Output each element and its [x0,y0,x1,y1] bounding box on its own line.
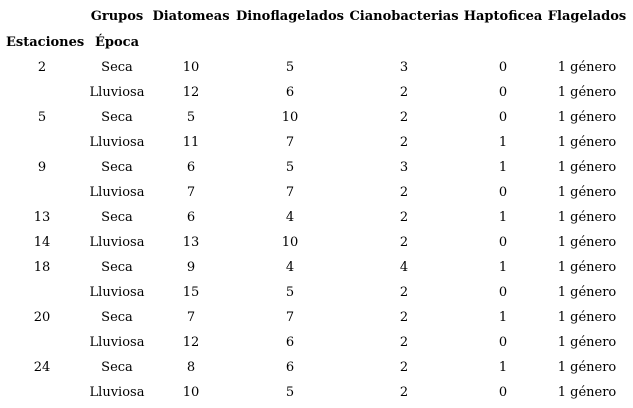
cell-cianobacterias: 2 [399,360,409,375]
cell-cianobacterias: 2 [399,85,409,100]
cell-flagelados: 1 género [557,85,617,100]
cell-estacion: 5 [37,110,47,125]
cell-flagelados: 1 género [557,360,617,375]
header-estaciones: Estaciones [6,35,85,50]
cell-cianobacterias: 3 [399,60,409,75]
cell-cianobacterias: 2 [399,135,409,150]
cell-dinoflagelados: 5 [285,385,295,400]
cell-haptoficea: 1 [498,310,508,325]
cell-dinoflagelados: 7 [285,310,295,325]
cell-flagelados: 1 género [557,110,617,125]
cell-haptoficea: 1 [498,360,508,375]
cell-flagelados: 1 género [557,310,617,325]
cell-epoca: Seca [101,310,133,325]
cell-estacion: 20 [33,310,51,325]
cell-dinoflagelados: 7 [285,135,295,150]
cell-haptoficea: 0 [498,110,508,125]
cell-estacion: 14 [33,235,51,250]
cell-haptoficea: 0 [498,85,508,100]
cell-diatomeas: 7 [186,185,196,200]
cell-flagelados: 1 género [557,385,617,400]
cell-epoca: Lluviosa [89,285,145,300]
cell-dinoflagelados: 6 [285,335,295,350]
cell-epoca: Seca [101,60,133,75]
cell-epoca: Seca [101,110,133,125]
cell-diatomeas: 13 [182,235,200,250]
header-grupos: Grupos [90,9,144,24]
cell-epoca: Lluviosa [89,335,145,350]
cell-flagelados: 1 género [557,335,617,350]
cell-flagelados: 1 género [557,260,617,275]
cell-dinoflagelados: 5 [285,160,295,175]
cell-diatomeas: 10 [182,385,200,400]
cell-diatomeas: 11 [182,135,200,150]
cell-estacion: 2 [37,60,47,75]
cell-diatomeas: 8 [186,360,196,375]
cell-haptoficea: 1 [498,135,508,150]
cell-dinoflagelados: 10 [281,235,299,250]
cell-epoca: Lluviosa [89,385,145,400]
header-diatomeas: Diatomeas [152,9,230,24]
cell-epoca: Lluviosa [89,85,145,100]
cell-epoca: Lluviosa [89,135,145,150]
cell-diatomeas: 6 [186,210,196,225]
header-epoca: Época [94,35,140,50]
cell-cianobacterias: 2 [399,235,409,250]
header-haptoficea: Haptoficea [463,9,543,24]
cell-haptoficea: 0 [498,385,508,400]
cell-flagelados: 1 género [557,160,617,175]
cell-flagelados: 1 género [557,235,617,250]
cell-estacion: 24 [33,360,51,375]
cell-diatomeas: 7 [186,310,196,325]
cell-estacion: 18 [33,260,51,275]
cell-cianobacterias: 2 [399,385,409,400]
cell-diatomeas: 6 [186,160,196,175]
cell-cianobacterias: 2 [399,285,409,300]
cell-epoca: Lluviosa [89,185,145,200]
cell-estacion: 9 [37,160,47,175]
cell-epoca: Seca [101,260,133,275]
header-dinoflagelados: Dinoflagelados [235,9,345,24]
cell-epoca: Seca [101,360,133,375]
cell-haptoficea: 0 [498,185,508,200]
cell-diatomeas: 15 [182,285,200,300]
cell-dinoflagelados: 6 [285,85,295,100]
cell-dinoflagelados: 5 [285,60,295,75]
cell-dinoflagelados: 4 [285,210,295,225]
cell-haptoficea: 0 [498,335,508,350]
cell-haptoficea: 0 [498,235,508,250]
header-flagelados: Flagelados [547,9,627,24]
cell-flagelados: 1 género [557,60,617,75]
cell-haptoficea: 1 [498,260,508,275]
cell-flagelados: 1 género [557,185,617,200]
cell-cianobacterias: 2 [399,335,409,350]
cell-diatomeas: 5 [186,110,196,125]
cell-cianobacterias: 2 [399,210,409,225]
cell-flagelados: 1 género [557,135,617,150]
cell-epoca: Seca [101,210,133,225]
cell-estacion: 13 [33,210,51,225]
cell-haptoficea: 1 [498,160,508,175]
cell-dinoflagelados: 10 [281,110,299,125]
cell-diatomeas: 12 [182,335,200,350]
cell-cianobacterias: 3 [399,160,409,175]
cell-dinoflagelados: 6 [285,360,295,375]
cell-diatomeas: 9 [186,260,196,275]
cell-cianobacterias: 2 [399,185,409,200]
cell-epoca: Lluviosa [89,235,145,250]
cell-epoca: Seca [101,160,133,175]
cell-diatomeas: 12 [182,85,200,100]
cell-haptoficea: 0 [498,285,508,300]
cell-haptoficea: 0 [498,60,508,75]
cell-diatomeas: 10 [182,60,200,75]
cell-flagelados: 1 género [557,210,617,225]
cell-cianobacterias: 2 [399,110,409,125]
header-cianobacterias: Cianobacterias [349,9,459,24]
cell-dinoflagelados: 7 [285,185,295,200]
cell-cianobacterias: 2 [399,310,409,325]
cell-flagelados: 1 género [557,285,617,300]
cell-dinoflagelados: 5 [285,285,295,300]
cell-haptoficea: 1 [498,210,508,225]
cell-dinoflagelados: 4 [285,260,295,275]
cell-cianobacterias: 4 [399,260,409,275]
